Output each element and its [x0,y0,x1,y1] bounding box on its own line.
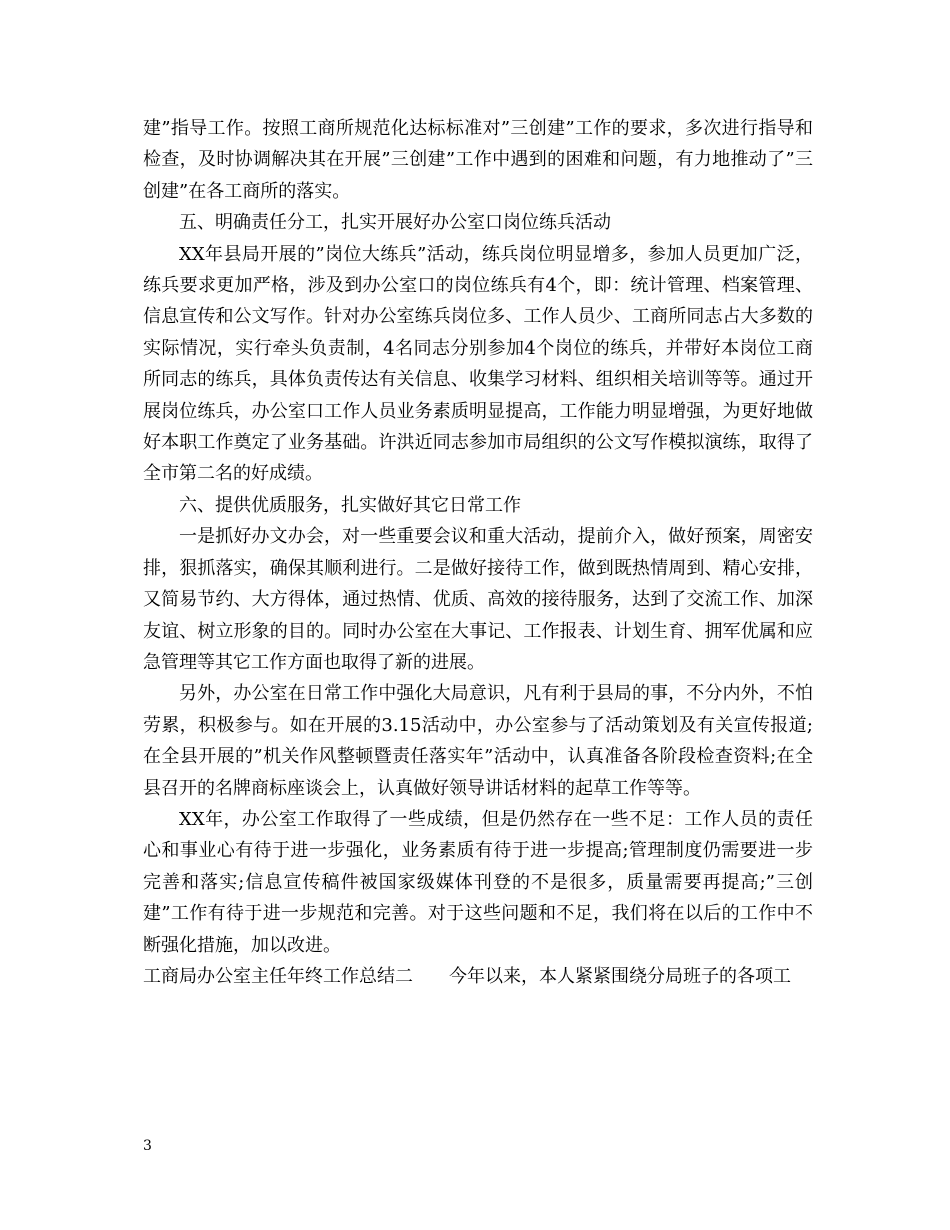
section-heading-5: 五、明确责任分工，扎实开展好办公室口岗位练兵活动 [179,212,611,234]
paragraph-5: XX年，办公室工作取得了一些成绩，但是仍然存在一些不足：工作人员的责任心和事业心有待于进一步强化，业务素质有待于进一步提高;管理制度仍需要进一步完善和落实;信息宣传稿件被国家级媒体刊登的不是很多，质量需要再提高;”三创建”工作有待于进一步规范和完善。对于这些问题和不足，我们将在以后的工作中不断强化措施，加以改进。 [143,808,813,956]
paragraph-4: 另外，办公室在日常工作中强化大局意识，凡有利于县局的事，不分内外，不怕劳累，积极参与。如在开展的3.15活动中，办公室参与了活动策划及有关宣传报道;在全县开展的”机关作风整顿暨责任落实年”活动中，认真准备各阶段检查资料;在全县召开的名牌商标座谈会上，认真做好领导讲话材料的起草工作等等。 [143,683,813,799]
paragraph-1: 建”指导工作。按照工商所规范化达标标准对”三创建”工作的要求，多次进行指导和检查，及时协调解决其在开展”三创建”工作中遇到的困难和问题，有力地推动了”三创建”在各工商所的落实。 [143,118,813,202]
page-number: 3 [143,1138,152,1154]
paragraph-2: XX年县局开展的”岗位大练兵”活动，练兵岗位明显增多，参加人员更加广泛，练兵要求更加严格，涉及到办公室口的岗位练兵有4个，即：统计管理、档案管理、信息宣传和公文写作。针对办公室练兵岗位多、工作人员少、工商所同志占大多数的实际情况，实行牵头负责制，4名同志分别参加4个岗位的练兵，并带好本岗位工商所同志的练兵，具体负责传达有关信息、收集学习材料、组织相关培训等等。通过开展岗位练兵，办公室口工作人员业务素质明显提高，工作能力明显增强，为更好地做好本职工作奠定了业务基础。许洪近同志参加市局组织的公文写作模拟演练，取得了全市第二名的好成绩。 [143,243,813,485]
paragraph-6: 工商局办公室主任年终工作总结二 今年以来，本人紧紧围绕分局班子的各项工 [143,965,791,987]
paragraph-3: 一是抓好办文办会，对一些重要会议和重大活动，提前介入，做好预案，周密安排，狠抓落实，确保其顺利进行。二是做好接待工作，做到既热情周到、精心安排，又简易节约、大方得体，通过热情、优质、高效的接待服务，达到了交流工作、加深友谊、树立形象的目的。同时办公室在大事记、工作报表、计划生育、拥军优属和应急管理等其它工作方面也取得了新的进展。 [143,526,813,673]
document-body [143,113,813,992]
section-heading-6: 六、提供优质服务，扎实做好其它日常工作 [179,494,521,516]
